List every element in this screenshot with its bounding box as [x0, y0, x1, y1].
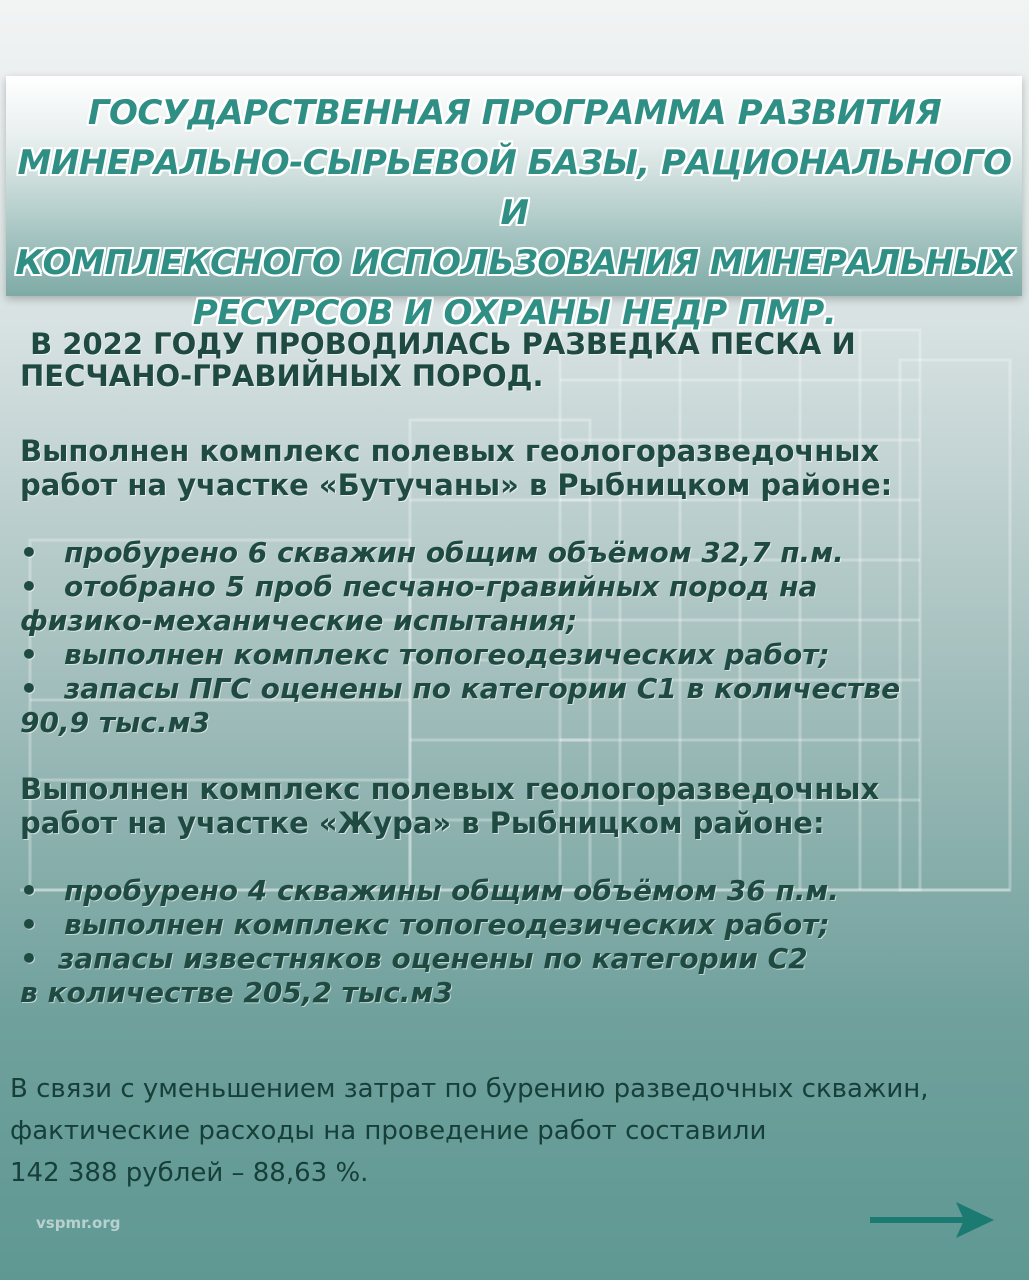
section1-list	[20, 536, 1020, 740]
list-item-text: пробурено 4 скважины общим объёмом 36 п.м.	[64, 874, 839, 907]
list-item-text: выполнен комплекс топогеодезических работ;	[64, 638, 830, 671]
bullet-icon: •	[20, 536, 38, 569]
list-item-text: 90,9 тыс.м3	[20, 706, 210, 739]
intro-heading	[20, 328, 1020, 392]
title-line: РЕСУРСОВ И ОХРАНЫ НЕДР ПМР.	[192, 293, 837, 333]
section1-heading	[20, 434, 1020, 502]
cost-summary-line: В связи с уменьшением затрат по бурению разведочных скважин,	[10, 1074, 929, 1104]
cost-summary-line: фактические расходы на проведение работ составили	[10, 1116, 767, 1146]
list-item-continuation	[20, 976, 1020, 1010]
cost-summary	[10, 1068, 1025, 1194]
list-item	[20, 874, 1020, 908]
list-item	[20, 536, 1020, 570]
bullet-icon: •	[20, 908, 38, 941]
list-item-text: запасы ПГС оценены по категории С1 в количестве	[64, 672, 901, 705]
section2-heading	[20, 772, 1020, 840]
bullet-icon: •	[20, 874, 38, 907]
list-item-text: выполнен комплекс топогеодезических работ;	[64, 908, 830, 941]
list-item-text: пробурено 6 скважин общим объёмом 32,7 п.м.	[64, 536, 844, 569]
bullet-icon: •	[20, 942, 38, 975]
list-item	[20, 942, 1020, 976]
bullet-icon: •	[20, 570, 38, 603]
list-item-text: физико-механические испытания;	[20, 604, 578, 637]
list-item	[20, 908, 1020, 942]
intro-line: В 2022 ГОДУ ПРОВОДИЛАСЬ РАЗВЕДКА ПЕСКА И	[20, 327, 856, 361]
section2-heading-line: работ на участке «Жура» в Рыбницком районе:	[20, 806, 825, 840]
section2-heading-line: Выполнен комплекс полевых геологоразведочных	[20, 772, 880, 806]
list-item-text: в количестве 205,2 тыс.м3	[20, 976, 453, 1009]
section1-heading-line: Выполнен комплекс полевых геологоразведочных	[20, 434, 880, 468]
section2-list	[20, 874, 1020, 1010]
title-line: ГОСУДАРСТВЕННАЯ ПРОГРАММА РАЗВИТИЯ	[87, 93, 942, 133]
title-line: КОМПЛЕКСНОГО ИСПОЛЬЗОВАНИЯ МИНЕРАЛЬНЫХ	[15, 243, 1014, 283]
site-watermark: vspmr.org	[36, 1214, 121, 1232]
page-title	[0, 88, 1029, 338]
list-item	[20, 638, 1020, 672]
list-item-continuation	[20, 604, 1020, 638]
intro-line: ПЕСЧАНО-ГРАВИЙНЫХ ПОРОД.	[20, 359, 544, 393]
section1-heading-line: работ на участке «Бутучаны» в Рыбницком районе:	[20, 468, 893, 502]
list-item	[20, 672, 1020, 706]
list-item-continuation	[20, 706, 1020, 740]
main-content	[20, 328, 1020, 1010]
title-line: МИНЕРАЛЬНО-СЫРЬЕВОЙ БАЗЫ, РАЦИОНАЛЬНОГО И	[17, 143, 1012, 233]
list-item-text: запасы известняков оценены по категории С2	[58, 942, 808, 975]
list-item-text: отобрано 5 проб песчано-гравийных пород на	[64, 570, 818, 603]
cost-summary-line: 142 388 рублей – 88,63 %.	[10, 1158, 369, 1188]
right-arrow-icon[interactable]	[866, 1198, 998, 1242]
list-item	[20, 570, 1020, 604]
bullet-icon: •	[20, 638, 38, 671]
bullet-icon: •	[20, 672, 38, 705]
